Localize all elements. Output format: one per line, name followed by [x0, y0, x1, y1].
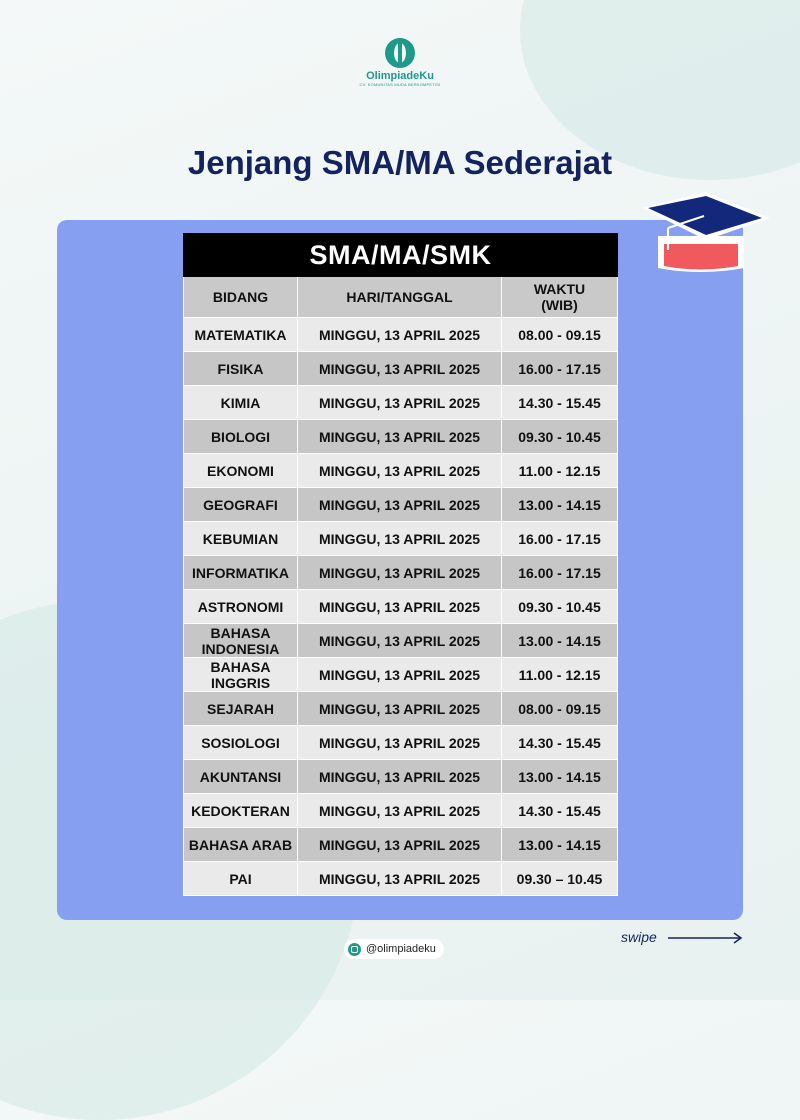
cell-waktu: 11.00 - 12.15: [502, 454, 618, 488]
cell-hari: MINGGU, 13 APRIL 2025: [298, 624, 502, 658]
table-row: [184, 760, 618, 794]
cell-hari: MINGGU, 13 APRIL 2025: [298, 556, 502, 590]
table-title: SMA/MA/SMK: [184, 234, 618, 277]
cell-hari: MINGGU, 13 APRIL 2025: [298, 760, 502, 794]
cell-bidang: PAI: [184, 862, 298, 896]
cell-waktu: 14.30 - 15.45: [502, 794, 618, 828]
cell-hari: MINGGU, 13 APRIL 2025: [298, 522, 502, 556]
table-row: [184, 794, 618, 828]
table-row: [184, 828, 618, 862]
column-header-waktu: [502, 277, 618, 318]
table-row: [184, 692, 618, 726]
cell-bidang: BAHASA INDONESIA: [184, 624, 298, 658]
graduation-cap-icon: [640, 188, 772, 280]
cell-hari: MINGGU, 13 APRIL 2025: [298, 794, 502, 828]
column-header-bidang: BIDANG: [184, 277, 298, 318]
cell-bidang: ASTRONOMI: [184, 590, 298, 624]
table-row: [184, 454, 618, 488]
cell-waktu: 13.00 - 14.15: [502, 828, 618, 862]
cell-waktu: 16.00 - 17.15: [502, 522, 618, 556]
cell-hari: MINGGU, 13 APRIL 2025: [298, 386, 502, 420]
cell-bidang: MATEMATIKA: [184, 318, 298, 352]
arrow-right-icon[interactable]: [668, 932, 744, 944]
cell-waktu: 09.30 – 10.45: [502, 862, 618, 896]
cell-hari: MINGGU, 13 APRIL 2025: [298, 590, 502, 624]
cell-bidang: FISIKA: [184, 352, 298, 386]
cell-hari: MINGGU, 13 APRIL 2025: [298, 318, 502, 352]
cell-bidang: KEDOKTERAN: [184, 794, 298, 828]
cell-bidang: AKUNTANSI: [184, 760, 298, 794]
cell-waktu: 08.00 - 09.15: [502, 318, 618, 352]
instagram-label: @olimpiadeku: [366, 943, 436, 955]
table-row: [184, 862, 618, 896]
brand-name: OlimpiadeKu: [366, 70, 434, 82]
brand-subtitle: CV. KOMUNITAS MUDA BERKOMPETISI: [359, 82, 441, 87]
cell-bidang: BIOLOGI: [184, 420, 298, 454]
table-row: [184, 420, 618, 454]
table-row: [184, 658, 618, 692]
instagram-handle[interactable]: [344, 939, 444, 959]
cell-hari: MINGGU, 13 APRIL 2025: [298, 420, 502, 454]
cell-bidang: BAHASA ARAB: [184, 828, 298, 862]
cell-bidang: EKONOMI: [184, 454, 298, 488]
schedule-table: [183, 233, 618, 896]
table-row: [184, 556, 618, 590]
cell-waktu: 13.00 - 14.15: [502, 624, 618, 658]
table-row: [184, 488, 618, 522]
cell-waktu: 09.30 - 10.45: [502, 590, 618, 624]
column-header-hari: HARI/TANGGAL: [298, 277, 502, 318]
cell-bidang: SEJARAH: [184, 692, 298, 726]
cell-waktu: 16.00 - 17.15: [502, 352, 618, 386]
cell-bidang: GEOGRAFI: [184, 488, 298, 522]
cell-hari: MINGGU, 13 APRIL 2025: [298, 692, 502, 726]
cell-waktu: 14.30 - 15.45: [502, 726, 618, 760]
cell-hari: MINGGU, 13 APRIL 2025: [298, 862, 502, 896]
table-row: [184, 386, 618, 420]
cell-hari: MINGGU, 13 APRIL 2025: [298, 352, 502, 386]
olimpiadeku-logo-icon: [385, 38, 415, 68]
page-title: Jenjang SMA/MA Sederajat: [187, 144, 613, 181]
cell-waktu: 13.00 - 14.15: [502, 488, 618, 522]
cell-waktu: 08.00 - 09.15: [502, 692, 618, 726]
table-row: [184, 318, 618, 352]
cell-hari: MINGGU, 13 APRIL 2025: [298, 828, 502, 862]
cell-bidang: SOSIOLOGI: [184, 726, 298, 760]
brand-logo: [350, 38, 450, 87]
cell-hari: MINGGU, 13 APRIL 2025: [298, 454, 502, 488]
table-row: [184, 590, 618, 624]
cell-hari: MINGGU, 13 APRIL 2025: [298, 658, 502, 692]
cell-waktu: 09.30 - 10.45: [502, 420, 618, 454]
cell-hari: MINGGU, 13 APRIL 2025: [298, 726, 502, 760]
table-row: [184, 726, 618, 760]
table-row: [184, 352, 618, 386]
table-row: [184, 624, 618, 658]
cell-bidang: KEBUMIAN: [184, 522, 298, 556]
cell-waktu: 16.00 - 17.15: [502, 556, 618, 590]
cell-waktu: 14.30 - 15.45: [502, 386, 618, 420]
cell-bidang: BAHASA INGGRIS: [184, 658, 298, 692]
instagram-icon: [348, 943, 361, 956]
cell-bidang: INFORMATIKA: [184, 556, 298, 590]
column-header-waktu-line2: (WIB): [541, 297, 578, 313]
cell-waktu: 11.00 - 12.15: [502, 658, 618, 692]
column-header-waktu-line1: WAKTU: [533, 281, 586, 297]
table-row: [184, 522, 618, 556]
cell-bidang: KIMIA: [184, 386, 298, 420]
cell-hari: MINGGU, 13 APRIL 2025: [298, 488, 502, 522]
cell-waktu: 13.00 - 14.15: [502, 760, 618, 794]
swipe-label: swipe: [621, 929, 657, 945]
